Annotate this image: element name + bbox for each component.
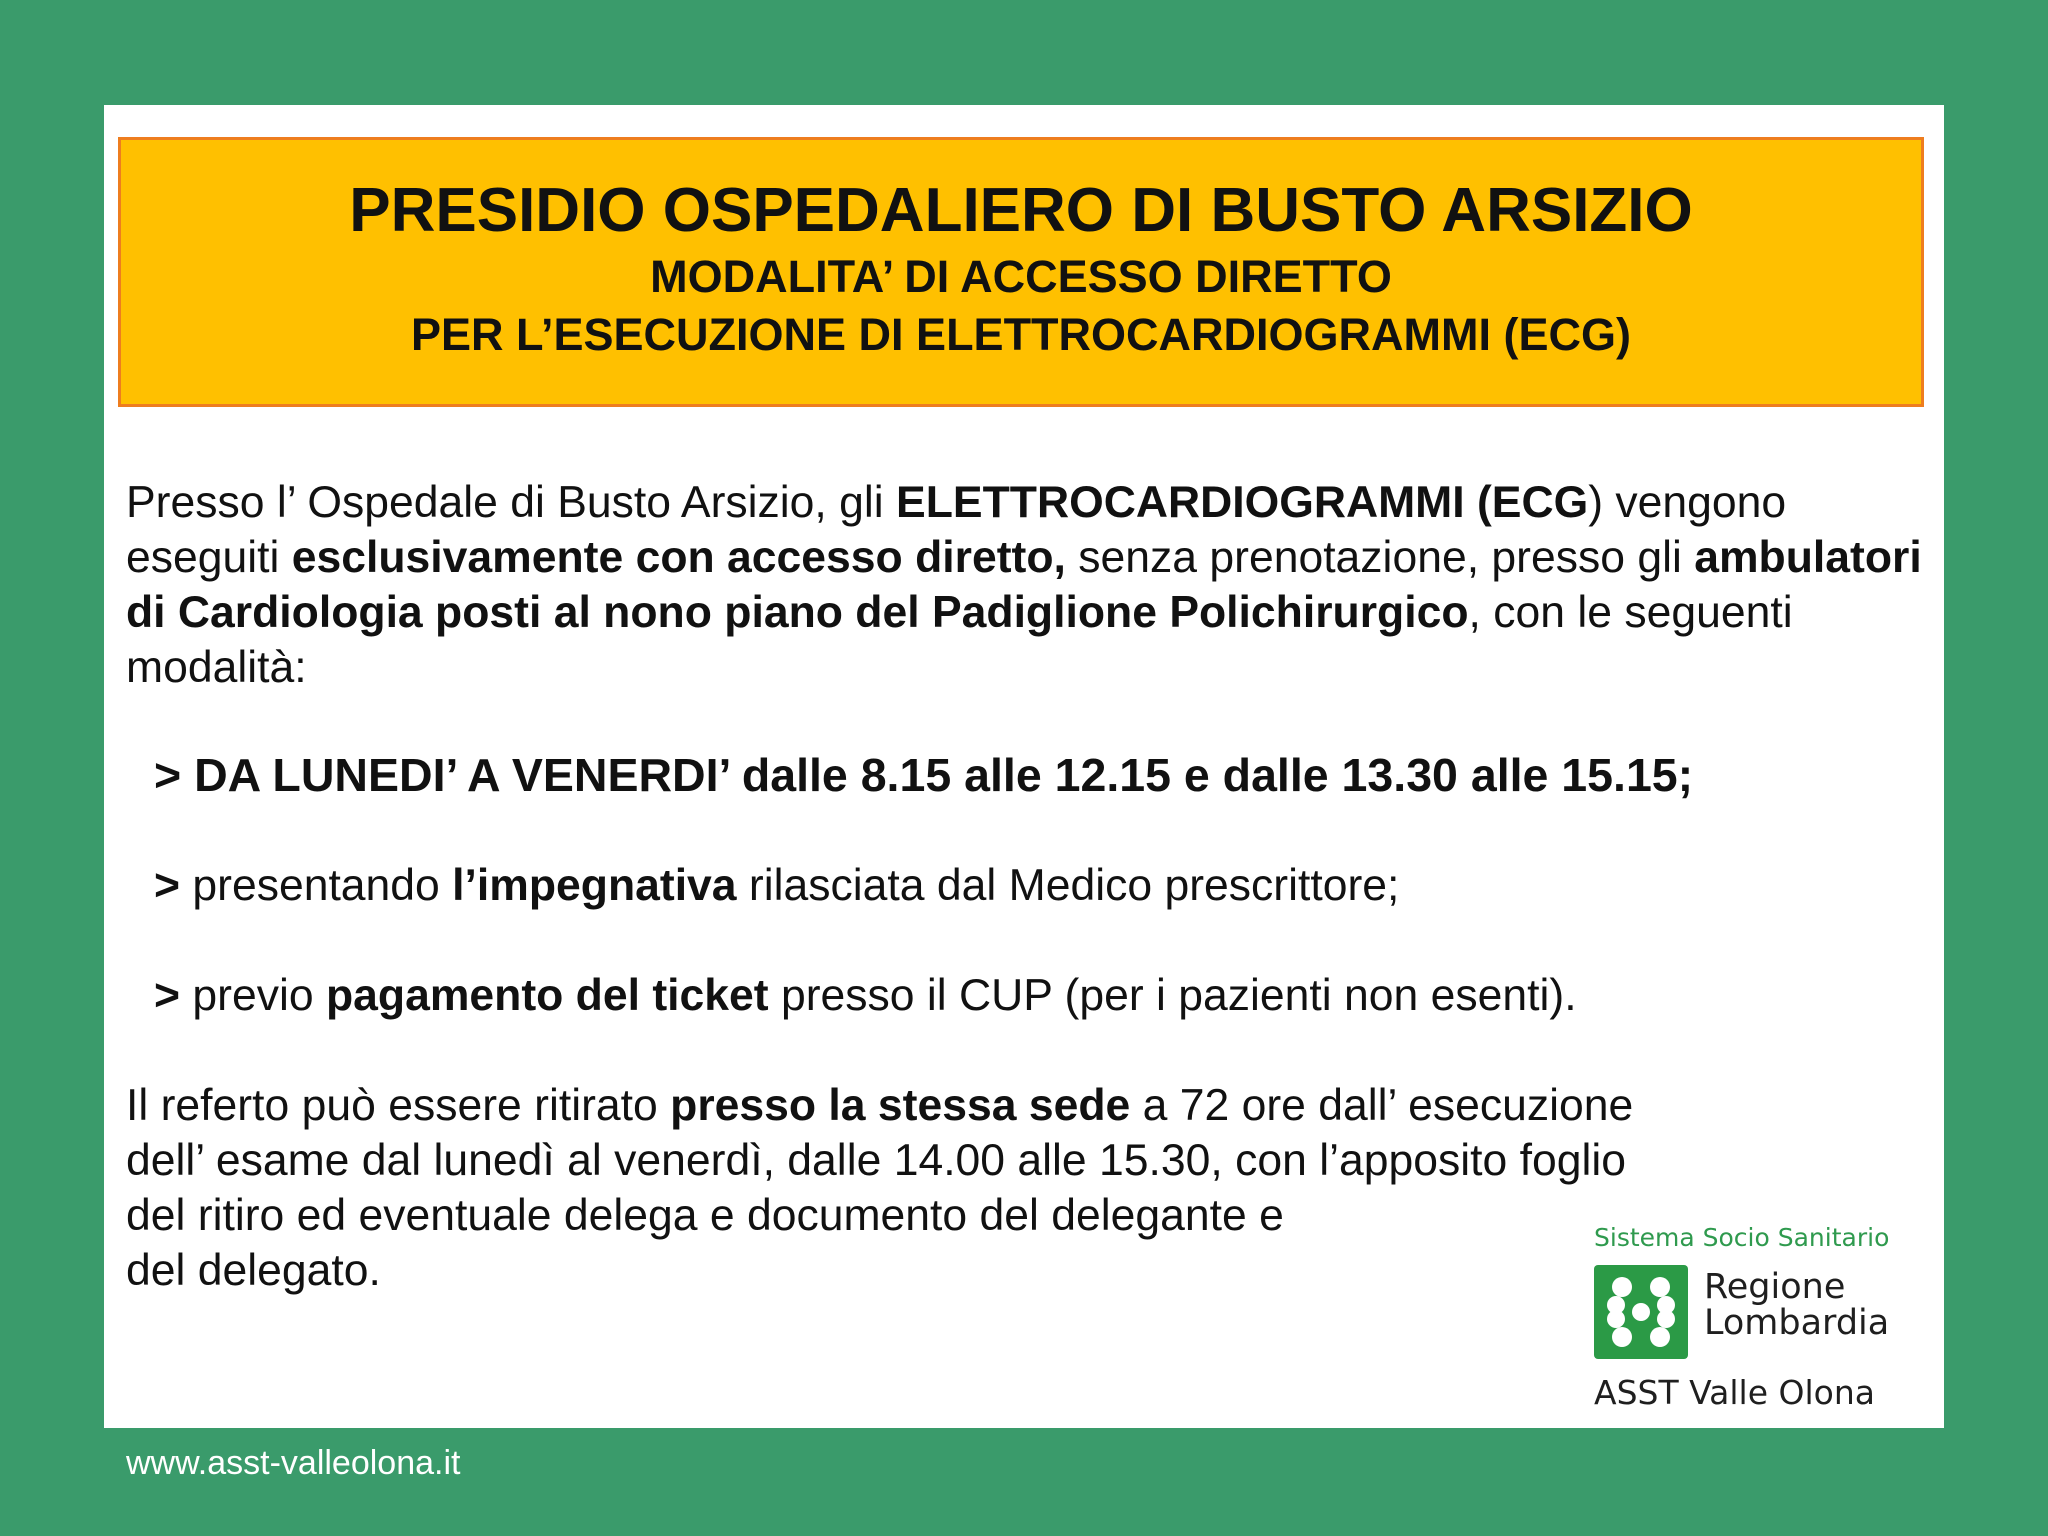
bullet-schedule-text: DA LUNEDI’ A VENERDI’ dalle 8.15 alle 12.15 e dalle 13.30 alle 15.15; bbox=[194, 749, 1694, 801]
intro-bold-location: ambulatori di Cardiologia posti al nono piano del Padiglione Polichirurgico bbox=[126, 533, 1922, 637]
intro-paragraph bbox=[126, 475, 1926, 695]
referto-line-4: del delegato. bbox=[126, 1246, 381, 1295]
referto-line-1-pre: Il referto può essere ritirato bbox=[126, 1081, 671, 1130]
intro-text-4: , con le seguenti modalità: bbox=[126, 588, 1793, 692]
bullet-marker: > bbox=[154, 971, 180, 1020]
logo-regione-line-1: Regione bbox=[1704, 1267, 1846, 1307]
page-subtitle-1: MODALITA’ DI ACCESSO DIRETTO bbox=[650, 251, 1392, 302]
bullet-impegnativa-bold: l’impegnativa bbox=[452, 861, 737, 910]
bullet-ticket-bold: pagamento del ticket bbox=[325, 971, 769, 1020]
intro-text-3: senza prenotazione, presso gli bbox=[1065, 533, 1695, 582]
lombardia-rose-icon bbox=[1594, 1265, 1688, 1359]
website-url: www.asst-valleolona.it bbox=[126, 1444, 461, 1482]
bullet-marker: > bbox=[154, 749, 182, 801]
intro-text-2: ) vengono eseguiti bbox=[126, 478, 1787, 582]
referto-line-3: del ritiro ed eventuale delega e documento del delegante e bbox=[126, 1191, 1284, 1240]
intro-bold-ecg: ELETTROCARDIOGRAMMI (ECG bbox=[896, 478, 1589, 527]
referto-line-1 bbox=[126, 1078, 1926, 1133]
header-box bbox=[118, 137, 1924, 407]
bullet-impegnativa bbox=[154, 858, 1926, 913]
logo-regione-line-2: Lombardia bbox=[1704, 1303, 1890, 1343]
logo-regione-text bbox=[1704, 1269, 1889, 1341]
referto-line-2: dell’ esame dal lunedì al venerdì, dalle 14.00 alle 15.30, con l’apposito foglio bbox=[126, 1136, 1627, 1185]
bullet-impegnativa-post: rilasciata dal Medico prescrittore; bbox=[736, 861, 1400, 910]
intro-bold-access: esclusivamente con accesso diretto, bbox=[291, 533, 1066, 582]
bullet-impegnativa-pre: presentando bbox=[192, 861, 453, 910]
bullet-ticket bbox=[154, 968, 1926, 1023]
page-subtitle-2: PER L’ESECUZIONE DI ELETTROCARDIOGRAMMI (ECG) bbox=[410, 309, 1632, 360]
bullet-ticket-pre: previo bbox=[192, 971, 326, 1020]
bullet-marker: > bbox=[154, 861, 180, 910]
bullet-schedule bbox=[154, 748, 1926, 803]
referto-line-1-bold: presso la stessa sede bbox=[670, 1081, 1131, 1130]
body-text bbox=[126, 475, 1926, 1298]
logo-sistema-text: Sistema Socio Sanitario bbox=[1594, 1223, 1890, 1252]
referto-line-1-post: a 72 ore dall’ esecuzione bbox=[1130, 1081, 1634, 1130]
logo-asst-text: ASST Valle Olona bbox=[1594, 1373, 1875, 1412]
page-title: PRESIDIO OSPEDALIERO DI BUSTO ARSIZIO bbox=[349, 176, 1693, 245]
notice-sheet bbox=[104, 105, 1944, 1428]
bullet-ticket-post: presso il CUP (per i pazienti non esenti). bbox=[768, 971, 1577, 1020]
intro-text-1: Presso l’ Ospedale di Busto Arsizio, gli bbox=[126, 478, 897, 527]
